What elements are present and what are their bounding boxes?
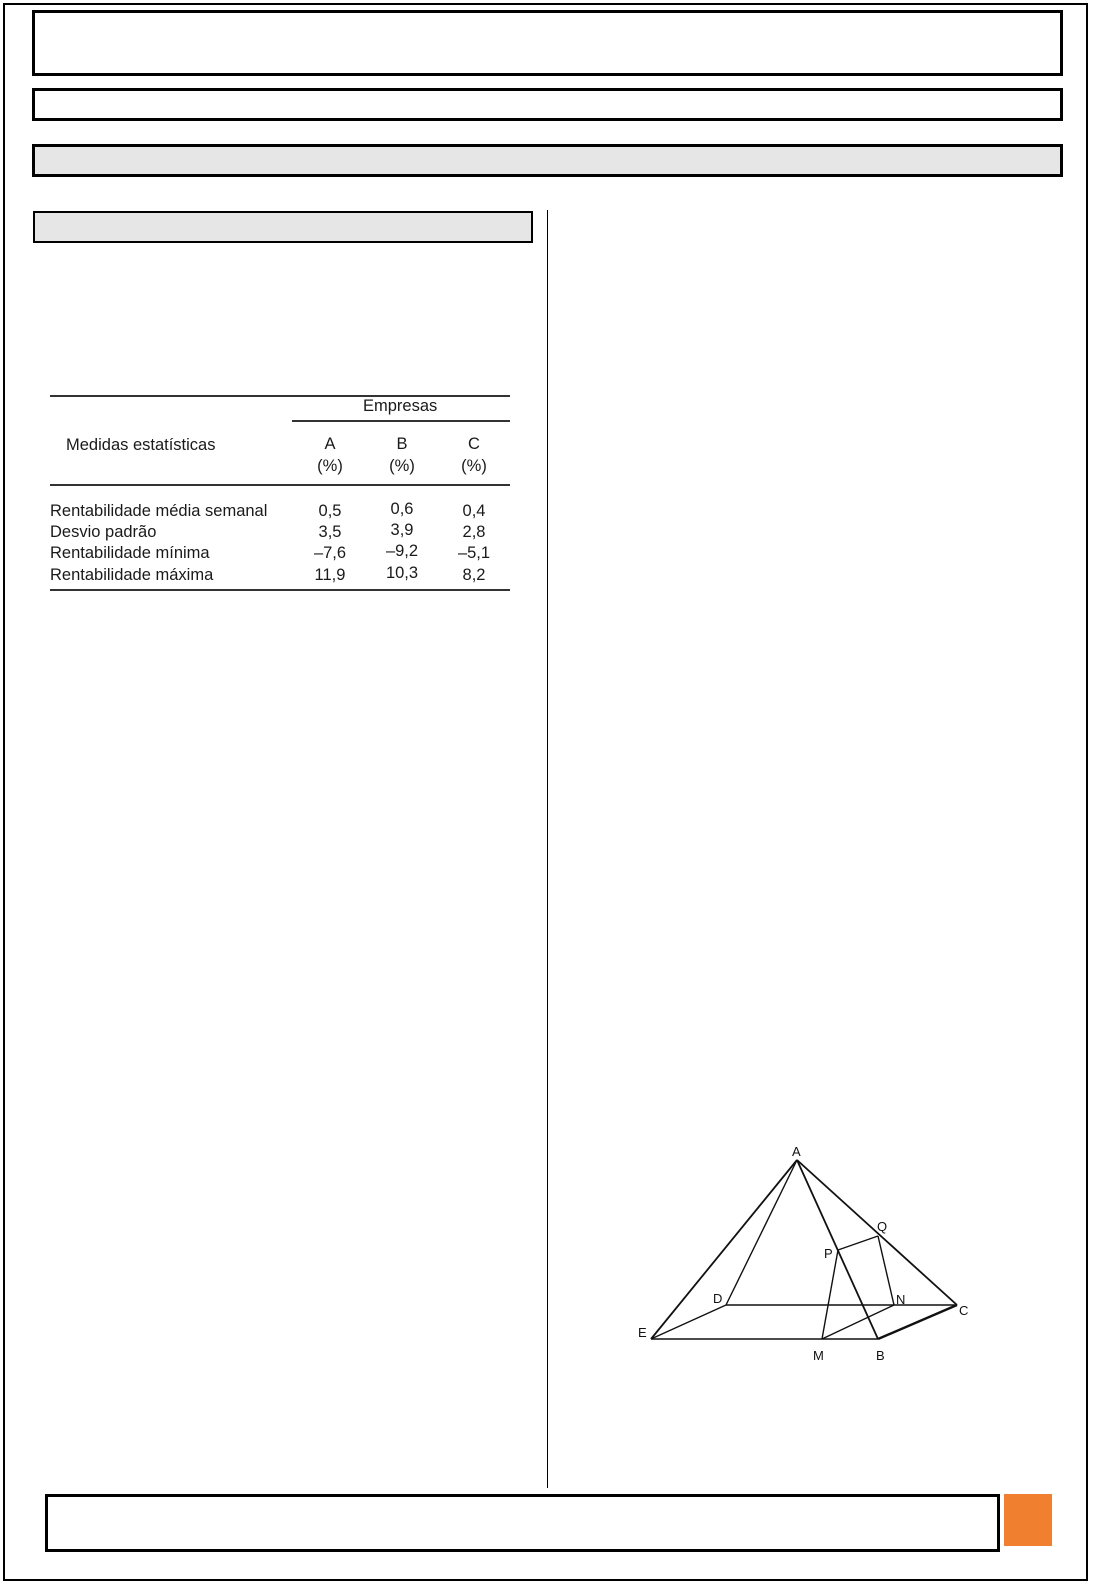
column-b-name: B [396, 435, 408, 453]
table-cell: 3,5 [318, 523, 342, 541]
edge-AB [797, 1160, 878, 1339]
edge-BC [878, 1305, 957, 1339]
page-number-tab [1004, 1494, 1052, 1546]
edge-AE [651, 1160, 797, 1339]
table-cell: 10,3 [385, 564, 419, 582]
title-box [32, 10, 1063, 76]
subtitle-box [32, 88, 1063, 121]
table-group-header: Empresas [363, 397, 438, 415]
column-c-name: C [468, 435, 480, 453]
table-cell: –5,1 [457, 544, 491, 562]
edge-AD [726, 1160, 797, 1305]
pyramid-figure [638, 1144, 990, 1380]
segment-NM [822, 1305, 894, 1339]
table-row-label: Desvio padrão [50, 523, 157, 541]
table-row-label: Rentabilidade máxima [50, 566, 214, 584]
edge-ED [651, 1305, 726, 1339]
table-row-header: Medidas estatísticas [66, 436, 216, 454]
point-label: Q [877, 1219, 888, 1234]
table-row-label: Rentabilidade mínima [50, 544, 210, 562]
segment-MP [822, 1250, 838, 1339]
column-a-name: A [324, 435, 336, 453]
table-row-label: Rentabilidade média semanal [50, 502, 268, 520]
segment-PQ [838, 1236, 878, 1250]
point-label: B [876, 1348, 885, 1363]
table-cell: 0,4 [462, 502, 486, 520]
column-c-unit: (%) [461, 457, 487, 475]
column-b-unit: (%) [389, 457, 415, 475]
table-group-rule [292, 420, 510, 422]
point-label: A [792, 1144, 801, 1159]
column-divider [547, 210, 548, 1488]
question-header-box [33, 211, 533, 243]
table-bottom-rule [50, 589, 510, 591]
footer-box [45, 1494, 1000, 1552]
table-cell: 0,6 [390, 500, 414, 518]
table-cell: –9,2 [385, 542, 419, 560]
table-cell: 2,8 [462, 523, 486, 541]
point-label: N [896, 1292, 906, 1307]
table-cell: 0,5 [318, 502, 342, 520]
statistics-table [50, 395, 516, 599]
column-a-unit: (%) [317, 457, 343, 475]
point-label: C [959, 1303, 969, 1318]
table-cell: 8,2 [462, 566, 486, 584]
table-top-rule [50, 395, 510, 397]
table-cell: 11,9 [314, 566, 346, 584]
point-label: D [713, 1291, 723, 1306]
point-label: E [638, 1325, 647, 1340]
point-label: P [824, 1246, 833, 1261]
section-header-box [32, 144, 1063, 177]
point-label: M [813, 1348, 824, 1363]
table-header-rule [50, 484, 510, 486]
table-cell: –7,6 [313, 544, 347, 562]
pyramid-diagram [638, 1144, 990, 1380]
table-cell: 3,9 [390, 521, 414, 539]
